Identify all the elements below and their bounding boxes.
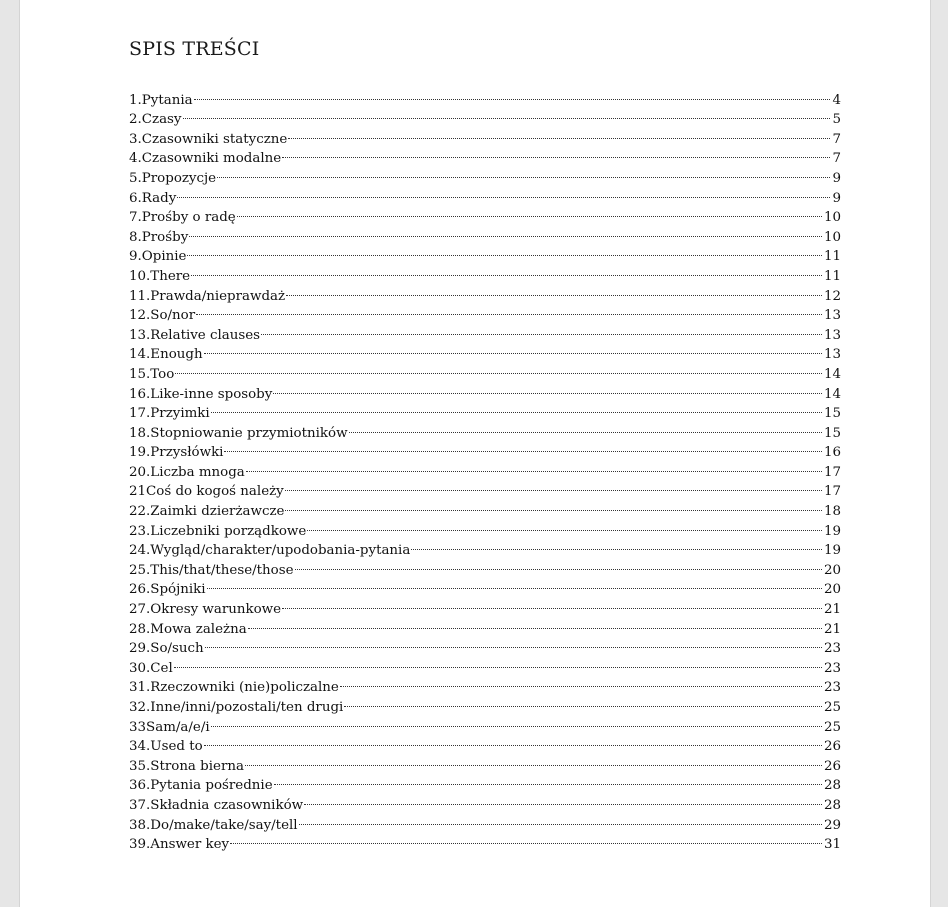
toc-entry-label: 39.Answer key: [129, 837, 230, 853]
toc-dot-leader: [203, 339, 823, 359]
toc-entry-label: 25.This/that/these/those: [129, 562, 294, 578]
toc-entry[interactable]: [129, 456, 841, 480]
toc-entry-label: 13.Relative clauses: [129, 327, 261, 343]
toc-entry-page-number: 17: [823, 464, 841, 480]
toc-entry-page-number: 28: [823, 797, 841, 813]
toc-entry-page-number: 23: [823, 680, 841, 696]
toc-entry-page-number: 13: [823, 347, 841, 363]
toc-title: SPIS TREŚCI: [129, 38, 260, 60]
toc-entry-page-number: 29: [823, 817, 841, 833]
toc-dot-leader: [203, 731, 823, 751]
toc-entry-label: 1.Pytania: [129, 92, 193, 108]
toc-entry[interactable]: [129, 280, 841, 304]
toc-entry[interactable]: [129, 750, 841, 774]
toc-dot-leader: [173, 652, 823, 672]
toc-dot-leader: [176, 182, 831, 202]
toc-entry-page-number: 19: [823, 523, 841, 539]
toc-entry[interactable]: [129, 104, 841, 128]
toc-entry[interactable]: [129, 300, 841, 324]
toc-entry[interactable]: [129, 652, 841, 676]
toc-entry-page-number: 15: [823, 406, 841, 422]
toc-entry-page-number: 16: [823, 445, 841, 461]
toc-entry-label: 14.Enough: [129, 347, 203, 363]
toc-entry-page-number: 12: [823, 288, 841, 304]
toc-entry-label: 11.Prawda/nieprawdaż: [129, 288, 286, 304]
toc-entry[interactable]: [129, 829, 841, 853]
toc-entry-page-number: 25: [823, 719, 841, 735]
toc-dot-leader: [306, 515, 823, 535]
toc-entry-label: 34.Used to: [129, 739, 203, 755]
toc-entry-page-number: 23: [823, 660, 841, 676]
toc-entry[interactable]: [129, 593, 841, 618]
toc-entry-page-number: 21: [823, 621, 841, 637]
toc-dot-leader: [284, 476, 823, 496]
toc-entry-label: 33Sam/a/e/i: [129, 719, 210, 735]
toc-entry[interactable]: [129, 398, 841, 422]
toc-entry-label: 2.Czasy: [129, 112, 182, 128]
toc-dot-leader: [210, 711, 823, 731]
toc-entry[interactable]: [129, 711, 841, 735]
toc-entry[interactable]: [129, 241, 841, 265]
toc-dot-leader: [210, 398, 823, 418]
toc-entry-label: 7.Prośby o radę: [129, 210, 236, 226]
toc-dot-leader: [229, 829, 823, 849]
toc-entry-page-number: 25: [823, 700, 841, 715]
toc-entry-label: 32.Inne/inni/pozostali/ten drugi: [129, 700, 344, 715]
toc-entry-label: 16.Like-inne sposoby: [129, 386, 273, 402]
toc-dot-leader: [298, 809, 823, 829]
toc-dot-leader: [273, 770, 823, 790]
toc-dot-leader: [186, 241, 823, 261]
toc-entry-page-number: 15: [823, 425, 841, 441]
toc-dot-leader: [343, 691, 823, 711]
toc-entry-label: 19.Przysłówki: [129, 445, 224, 461]
toc-dot-leader: [204, 633, 823, 653]
toc-entry[interactable]: [129, 339, 841, 363]
toc-entry-label: 31.Rzeczowniki (nie)policzalne: [129, 680, 339, 696]
toc-entry-page-number: 14: [823, 386, 841, 402]
toc-entry-label: 6.Rady: [129, 190, 177, 206]
toc-dot-leader: [287, 123, 831, 143]
toc-entry-page-number: 20: [823, 562, 841, 578]
toc-entry-page-number: 26: [823, 758, 841, 774]
toc-dot-leader: [174, 358, 823, 378]
toc-entry-page-number: 21: [823, 602, 841, 618]
toc-dot-leader: [294, 554, 823, 574]
toc-entry-label: 12.So/nor: [129, 308, 196, 324]
toc-dot-leader: [216, 162, 831, 182]
toc-entry-label: 26.Spójniki: [129, 582, 206, 598]
toc-entry-page-number: 7: [832, 151, 841, 167]
toc-entry-page-number: 14: [823, 366, 841, 382]
toc-dot-leader: [223, 437, 822, 457]
toc-entry-page-number: 10: [823, 229, 841, 245]
toc-entry-label: 29.So/such: [129, 641, 204, 657]
toc-entry-label: 28.Mowa zależna: [129, 621, 247, 637]
toc-entry-label: 15.Too: [129, 366, 175, 382]
toc-dot-leader: [206, 574, 823, 594]
toc-entry-label: 10.There: [129, 268, 191, 284]
toc-entry[interactable]: [129, 84, 841, 108]
toc-entry-page-number: 13: [823, 327, 841, 343]
toc-entry-label: 30.Cel: [129, 660, 173, 676]
toc-entry[interactable]: [129, 417, 841, 441]
toc-entry-page-number: 18: [823, 504, 841, 520]
toc-dot-leader: [245, 456, 823, 476]
document-page: [19, 0, 931, 907]
toc-dot-leader: [193, 84, 832, 104]
toc-dot-leader: [244, 750, 823, 770]
toc-entry-label: 4.Czasowniki modalne: [129, 151, 282, 167]
toc-dot-leader: [195, 300, 823, 320]
toc-entry-page-number: 20: [823, 582, 841, 598]
toc-entry-page-number: 4: [832, 92, 841, 108]
toc-entry-page-number: 28: [823, 778, 841, 794]
toc-entry-label: 20.Liczba mnoga: [129, 464, 245, 480]
toc-dot-leader: [190, 260, 823, 280]
toc-entry[interactable]: [129, 123, 841, 147]
toc-entry[interactable]: [129, 731, 841, 755]
toc-entry-page-number: 11: [823, 249, 841, 265]
toc-dot-leader: [410, 535, 823, 555]
toc-dot-leader: [281, 593, 823, 613]
toc-entry-page-number: 31: [823, 837, 841, 853]
toc-entry-page-number: 9: [832, 190, 841, 206]
toc-entry[interactable]: [129, 633, 841, 657]
toc-entry-label: 22.Zaimki dzierżawcze: [129, 504, 285, 520]
toc-entry-label: 24.Wygląd/charakter/upodobania-pytania: [129, 543, 411, 559]
toc-dot-leader: [272, 378, 823, 398]
toc-entry[interactable]: [129, 319, 841, 343]
toc-entry-page-number: 10: [823, 210, 841, 226]
toc-entry-label: 37.Składnia czasowników: [129, 797, 304, 813]
toc-dot-leader: [281, 143, 831, 163]
toc-entry-label: 18.Stopniowanie przymiotników: [129, 425, 348, 441]
toc-entry[interactable]: [129, 378, 841, 402]
toc-entry-page-number: 26: [823, 739, 841, 755]
toc-entry-page-number: 5: [832, 112, 841, 128]
toc-dot-leader: [260, 319, 823, 339]
toc-entry-page-number: 11: [823, 268, 841, 284]
toc-entry[interactable]: [129, 162, 841, 186]
toc-entry-page-number: 23: [823, 641, 841, 657]
toc-dot-leader: [339, 672, 823, 692]
toc-entry[interactable]: [129, 260, 841, 284]
toc-dot-leader: [188, 221, 823, 241]
toc-entry[interactable]: [129, 574, 841, 598]
toc-entry-page-number: 9: [832, 170, 841, 186]
toc-entry-label: 36.Pytania pośrednie: [129, 778, 273, 794]
toc-entry-label: 9.Opinie: [129, 249, 187, 265]
toc-entry-label: 35.Strona bierna: [129, 758, 244, 774]
toc-entry-label: 23.Liczebniki porządkowe: [129, 523, 307, 539]
toc-dot-leader: [236, 202, 823, 222]
toc-entry[interactable]: [129, 221, 841, 245]
toc-dot-leader: [303, 789, 823, 809]
toc-dot-leader: [247, 613, 823, 633]
toc-entry[interactable]: [129, 182, 841, 206]
toc-dot-leader: [285, 280, 823, 300]
toc-entry-page-number: 7: [832, 131, 841, 147]
toc-dot-leader: [348, 417, 823, 437]
toc-entry-label: 21Coś do kogoś należy: [129, 484, 284, 500]
toc-dot-leader: [182, 104, 832, 124]
toc-entry-label: 3.Czasowniki statyczne: [129, 131, 288, 147]
toc-entry-label: 17.Przyimki: [129, 406, 210, 422]
toc-entry-page-number: 13: [823, 308, 841, 324]
toc-dot-leader: [284, 495, 823, 515]
toc-entry[interactable]: [129, 202, 841, 226]
toc-entry[interactable]: [129, 358, 841, 382]
toc-entry-page-number: 17: [823, 484, 841, 500]
toc-entry-label: 8.Prośby: [129, 229, 189, 245]
toc-entry-label: 38.Do/make/take/say/tell: [129, 817, 298, 833]
toc-list: [129, 84, 841, 853]
toc-entry-label: 5.Propozycje: [129, 170, 217, 186]
toc-entry-label: 27.Okresy warunkowe: [129, 602, 282, 618]
toc-entry[interactable]: [129, 672, 841, 696]
toc-entry-page-number: 19: [823, 543, 841, 559]
toc-entry[interactable]: [129, 437, 841, 461]
